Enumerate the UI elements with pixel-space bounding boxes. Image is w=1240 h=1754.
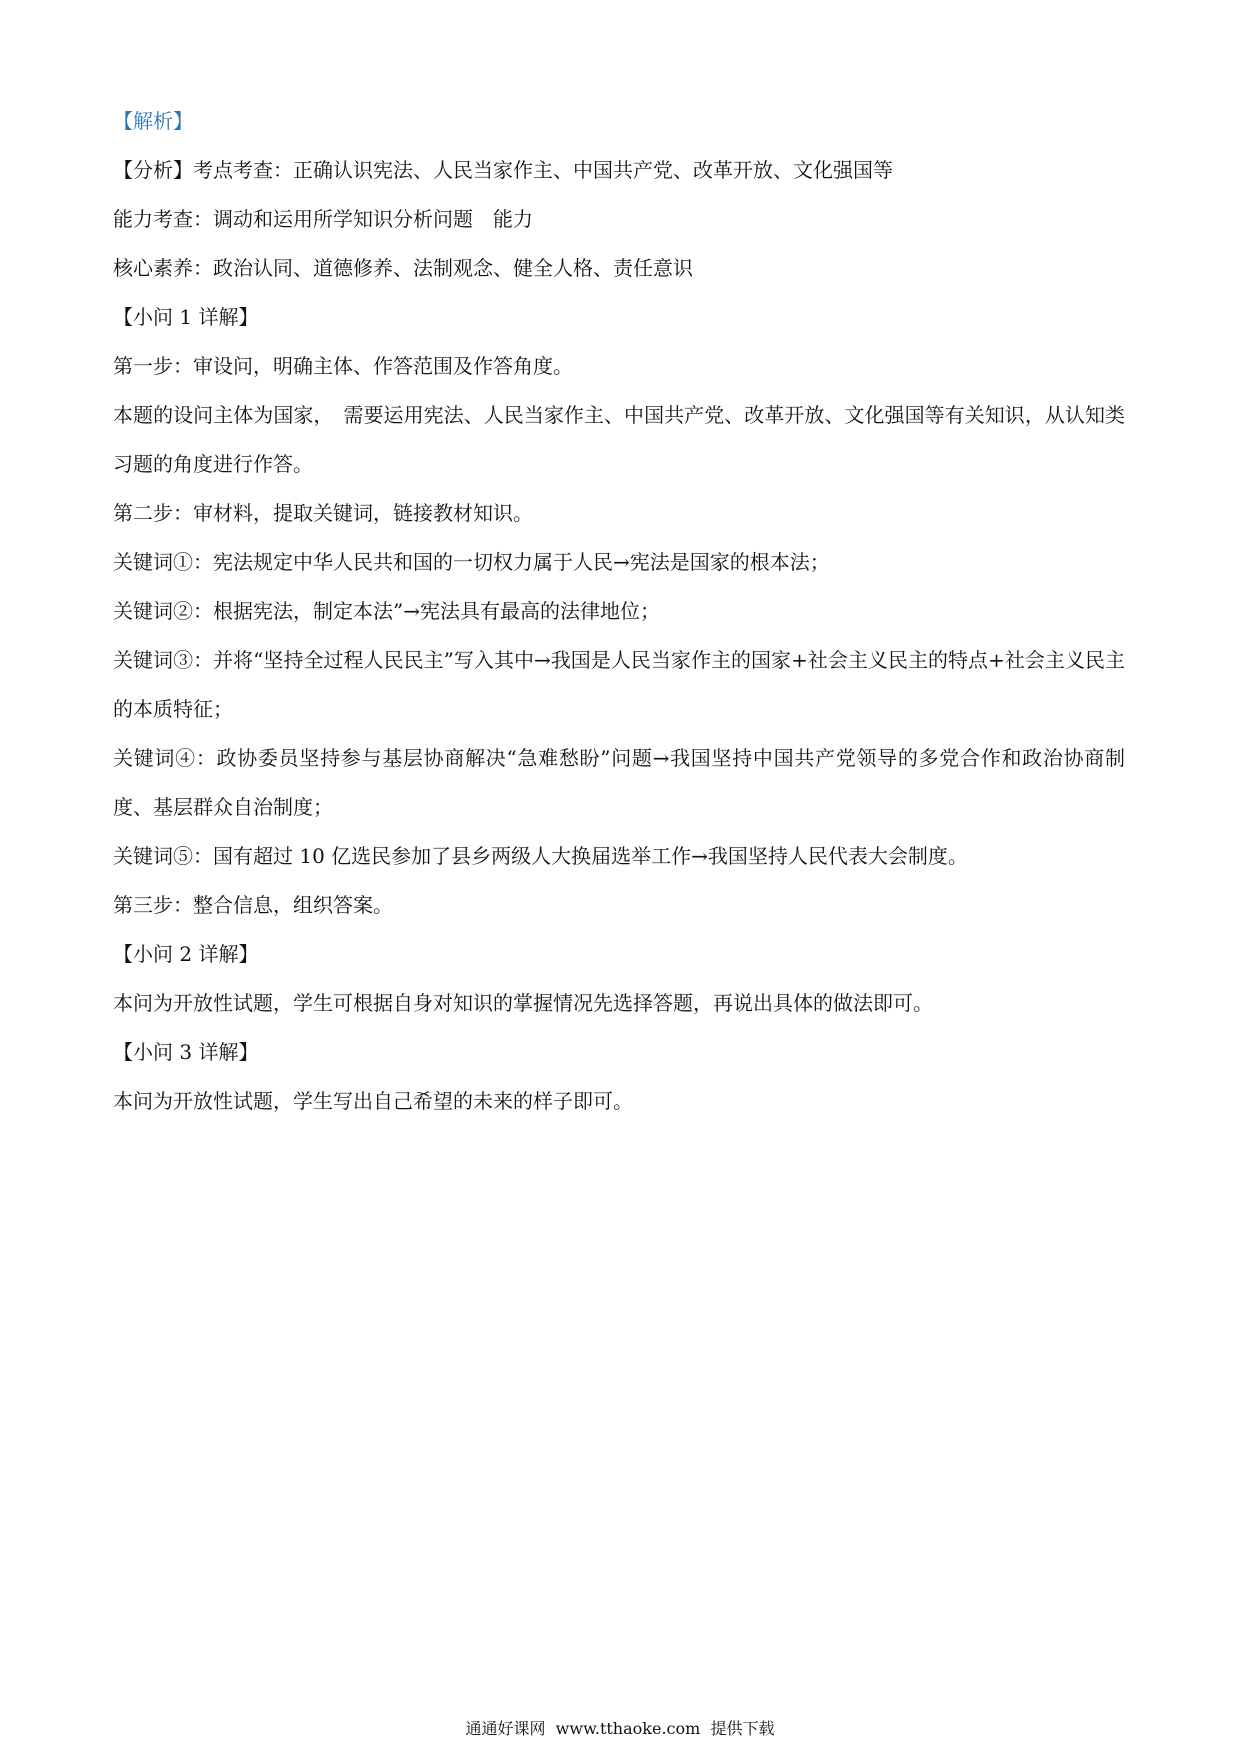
- subquestion-2-answer: 本问为开放性试题，学生可根据自身对知识的掌握情况先选择答题，再说出具体的做法即可。: [113, 991, 933, 1015]
- analysis-line: 【分析】考点考查：正确认识宪法、人民当家作主、中国共产党、改革开放、文化强国等: [113, 158, 893, 182]
- core-literacy-line: 核心素养：政治认同、道德修养、法制观念、健全人格、责任意识: [113, 256, 693, 280]
- subject-paragraph: 本题的设问主体为国家， 需要运用宪法、人民当家作主、中国共产党、改革开放、文化强国等有关知识，从认知类习题的角度进行作答。: [113, 403, 1125, 476]
- keyword-5-line: 关键词⑤：国有超过 10 亿选民参加了县乡两级人大换届选举工作→我国坚持人民代表大会制度。: [113, 844, 968, 868]
- keyword-2-line: 关键词②：根据宪法，制定本法”→宪法具有最高的法律地位；: [113, 599, 660, 623]
- document-body: [113, 97, 1133, 1126]
- subquestion-1-heading: 【小问 1 详解】: [113, 305, 259, 329]
- keyword-4-paragraph: 关键词④：政协委员坚持参与基层协商解决“急难愁盼”问题→我国坚持中国共产党领导的多党合作和政治协商制度、基层群众自治制度；: [113, 746, 1125, 819]
- ability-line: 能力考查：调动和运用所学知识分析问题 能力: [113, 207, 533, 231]
- step-3-line: 第三步：整合信息，组织答案。: [113, 893, 393, 917]
- step-2-line: 第二步：审材料，提取关键词，链接教材知识。: [113, 501, 533, 525]
- subquestion-2-heading: 【小问 2 详解】: [113, 942, 259, 966]
- subquestion-3-answer: 本问为开放性试题，学生写出自己希望的未来的样子即可。: [113, 1089, 633, 1113]
- keyword-3-paragraph: 关键词③：并将“坚持全过程人民民主”写入其中→我国是人民当家作主的国家+社会主义民主的特点+社会主义民主的本质特征；: [113, 648, 1125, 721]
- step-1-line: 第一步：审设问，明确主体、作答范围及作答角度。: [113, 354, 573, 378]
- subquestion-3-heading: 【小问 3 详解】: [113, 1040, 259, 1064]
- keyword-1-line: 关键词①：宪法规定中华人民共和国的一切权力属于人民→宪法是国家的根本法；: [113, 550, 830, 574]
- page-footer: 通通好课网 www.tthaoke.com 提供下载: [465, 1719, 775, 1738]
- section-heading: 【解析】: [113, 109, 193, 133]
